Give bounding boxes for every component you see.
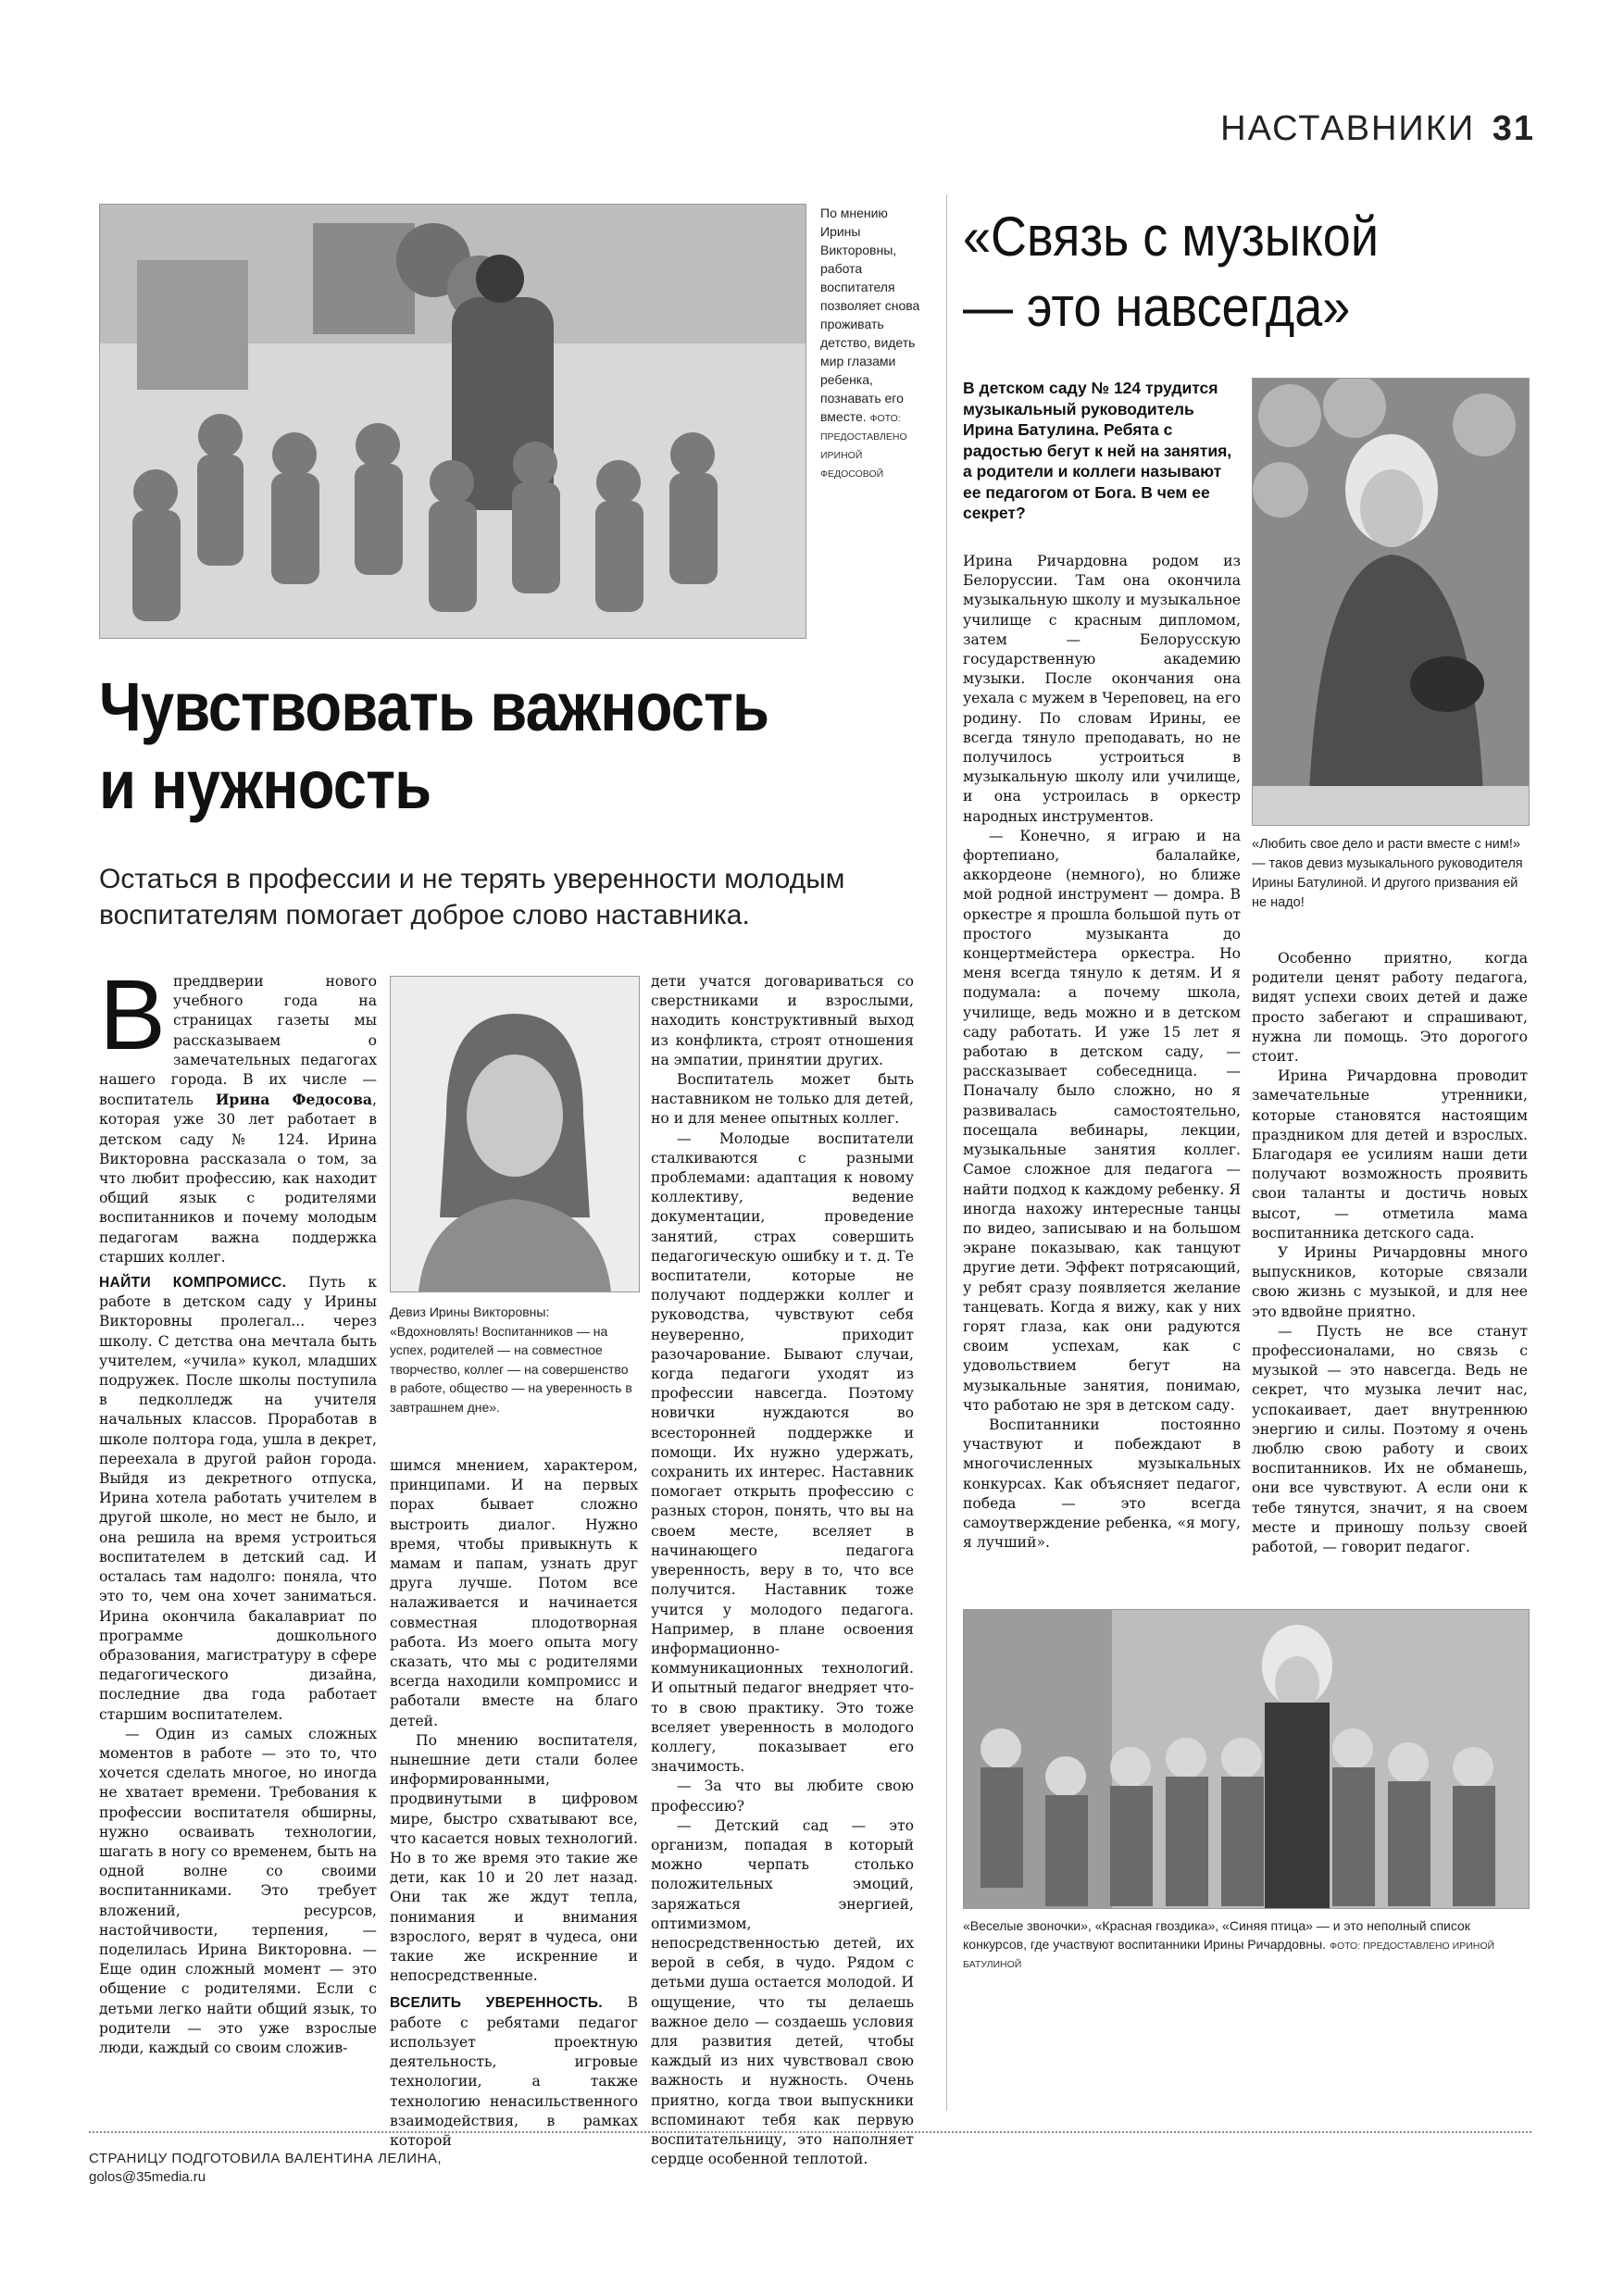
paragraph: — Конечно, я играю и на фортепиано, балалайке, аккордеоне (немного), но ближе мой родной инструмент — домра. В оркестре я прошла большой путь от простого музыканта до концертмейстера оркестра. Но меня всегда тянуло к детям. И я подумала: а почему школа, училище, ведь можно и в детском саду работать. И уже 15 лет я работаю в детском саду, — рассказывает собеседница. — Поначалу было сложно, но я развивалась самостоятельно, посещала вебинары, лекции, музыкальные занятия коллег. Самое сложное для педагога — найти подход к каждому ребенку. Я иногда нахожу интересные танцы по видео, записываю и на большом экране показываю, как танцуют другие дети. Эффект потрясающий, у ребят сразу появляется желание танцевать. Когда я вижу, как у них горят глаза, как они радуются своим успехам, как с удовольствием бегут на музыкальные занятия, понимаю, что работаю не зря в детском саду. <box>963 827 1241 1414</box>
paragraph: У Ирины Ричардовны много выпускников, которые связали свою жизнь с музыкой, и для нее это вдвойне приятно. <box>1252 1244 1528 1320</box>
left-col-2 <box>390 1456 638 2151</box>
paragraph: Ирина Ричардовна проводит замечательные утренники, которые становятся настоящим праздником для детей и взрослых. Благодаря ее усилиям наши дети получают возможность проявить свои таланты и достичь новых высот, — отметила мама воспитанника детского сада. <box>1252 1067 1528 1242</box>
paragraph: По мнению воспитателя, нынешние дети стали более информированными, продвинутыми в цифровом мире, быстро схватывают все, что касается новых технологий. Но в то же время это такие же дети, как 10 и 20 лет назад. Они так же ждут тепла, понимания и внимания взрослого, верят в чудеса, они такие же искренние и непосредственные. <box>390 1731 638 1985</box>
intro-text: преддверии нового учебного года на страницах газеты мы рассказываем о замечательных педагогах нашего города. В их числе — воспитатель <box>99 973 377 1109</box>
intro-name: Ирина Федосова <box>215 1091 373 1109</box>
music-teacher-caption: «Любить свое дело и расти вместе с ним!» — таков девиз музыкального руководителя Ирины Батулиной. И другого призвания ей не надо! <box>1252 837 1523 910</box>
classroom-photo <box>99 204 806 639</box>
title-line-2: и нужность <box>99 746 431 823</box>
paragraph: — За что вы любите свою профессию? <box>651 1778 914 1815</box>
intro-text-2: , которая уже 30 лет работает в детском саду № 124. Ирина Викторовна рассказала о том, за что любит профессию, как находит общий язык с родителями воспитанников и почему молодым педагогам важна поддержка старших коллег. <box>99 1092 377 1266</box>
page-number: 31 <box>1492 109 1535 148</box>
footer-rule <box>89 2131 1531 2133</box>
group-photo-caption <box>963 1916 1528 1972</box>
paragraph: Воспитатель может быть наставником не только для детей, но и для менее опытных коллег. <box>651 1071 914 1128</box>
section-header <box>1220 109 1535 149</box>
section-name: НАСТАВНИКИ <box>1220 109 1476 148</box>
portrait-photo <box>390 976 640 1292</box>
article-title <box>99 668 816 824</box>
music-teacher-photo <box>1252 378 1530 826</box>
paragraph: — Молодые воспитатели сталкиваются с разными проблемами: адаптация к новому коллективу, ведение документации, проведение занятий, страх совершить педагогическую ошибку и т. д. Те воспитатели, которые не получают поддержки коллег и руководства, чувствуют себя неуверенно, приходит разочарование. Бывают случаи, когда педагоги уходят из профессии навсегда. Поэтому новички нуждаются во всесторонней поддержке и помощи. Их нужно удержать, сохранить их интерес. Наставник помогает открыть профессию с разных сторон, понять, что вы на своем месте, вселяет в начинающего педагога уверенность, веру в то, что все получится. Наставник тоже учится у молодого педагога. Например, в плане освоения информационно-коммуникационных технологий. И опытный педагог внедряет что-то в свою практику. Это тоже вселяет уверенность в молодого коллегу, показывает его значимость. <box>651 1129 914 1776</box>
paragraph: дети учатся договариваться со сверстниками и взрослыми, находить конструктивный выход из конфликта, строят отношения на эмпатии, принятии других. <box>651 973 914 1068</box>
paragraph: — Пусть не все станут профессионалами, но связь с музыкой — это навсегда. Ведь не секрет, что музыка лечит нас, успокаивает, дает внутреннюю энергию и силы. Поэтому я очень люблю свою работу и своих воспитанников. Их не обманешь, они все чувствуют. А если они к тебе тянутся, значит, я на своем месте и приношу пользу своей работой, — говорит педагог. <box>1252 1322 1528 1556</box>
sec2-text: В работе с ребятами педагог использует проектную деятельность, игровые технологии, а также технологию ненасильственного взаимодействия, в рамках которой <box>390 1994 638 2149</box>
right-article-title: «Связь с музыкой — это навсегда» <box>963 206 1379 338</box>
left-col-1 <box>99 958 377 2058</box>
right-col-1 <box>963 552 1241 1553</box>
paragraph: — Детский сад — это организм, попадая в который можно черпать столько положительных эмоций, заряжаться энергией, оптимизмом, непосредственностью детей, их верой в себя, в чудо. Рядом с детьми душа остается молодой. И ощущение, что ты делаешь важное дело — создаешь условия для развития детей, чтобы каждый из них чувствовал свою важность и нужность. Очень приятно, когда твои выпускники вспоминают тебя как первую воспитательницу, это наполняет сердце особенной теплотой. <box>651 1816 914 2168</box>
classroom-photo-caption <box>820 204 924 481</box>
portrait-caption: Девиз Ирины Викторовны: «Вдохновлять! Воспитанников — на успех, родителей — на совместное творчество, коллег — на совершенство в работе, общество — на уверенность в завтрашнем дне». <box>390 1304 632 1415</box>
article-lead: Остаться в профессии и не терять уверенности молодым воспитателям помогает доброе слово наставника. <box>99 864 845 930</box>
column-divider <box>946 194 947 2111</box>
photo-credit: ФОТО: ПРЕДОСТАВЛЕНО ИРИНОЙ БАТУЛИНОЙ <box>963 1940 1495 1970</box>
caption-text: По мнению Ирины Викторовны, работа воспитателя позволяет снова проживать детство, видеть мир глазами ребенка, познавать его вместе. <box>820 206 920 424</box>
title-line-1: Чувствовать важность <box>99 668 769 745</box>
group-photo <box>963 1609 1530 1909</box>
dropcap: В <box>99 958 167 1070</box>
paragraph: Воспитанники постоянно участвуют и побеждают в многочисленных музыкальных конкурсах. Как объясняет педагог, победа — это всегда самоутверждение ребенка, «я могу, я лучший». <box>963 1416 1241 1552</box>
section-heading-compromise: НАЙТИ КОМПРОМИСС. <box>99 1275 287 1292</box>
paragraph: Особенно приятно, когда родители ценят работу педагога, видят успехи своих детей и даже просто забегают и спрашивают, нужна ли помощь. Это дорогого стоит. <box>1252 950 1528 1066</box>
right-article-lead: В детском саду № 124 трудится музыкальный руководитель Ирина Батулина. Ребята с радостью бегут к ней на занятия, а родители и коллеги называют ее педагогом от Бога. В чем ее секрет? <box>963 379 1232 522</box>
left-col-3 <box>651 972 914 2169</box>
paragraph: Ирина Ричардовна родом из Белоруссии. Там она окончила музыкальную школу и музыкальное училище с красным дипломом, затем — Белорусскую государственную академию музыки. После окончания она уехала с мужем в Череповец, на его родину. По словам Ирины, ее всегда тянуло преподавать, но не получилось устроиться в музыкальную школу или училище, и она устроилась в оркестр народных инструментов. <box>963 553 1241 825</box>
sec1-text: Путь к работе в детском саду у Ирины Викторовны пролегал... через школу. С детства она мечтала быть учителем, «учила» кукол, младших подружек. После школы поступила в педколледж на учителя начальных классов. Проработав в школе полтора года, ушла в декрет, переехала в другой район города. Выйдя из декретного отпуска, Ирина хотела работать учителем в другой школе, но мест не было, и она решила на время устроиться воспитателем в детский сад. И осталась там надолго: поняла, что это то, чем она хочет заниматься. Ирина окончила бакалавриат по программе дошкольного образования, магистратуру в сфере педагогического дизайна, последние два года работает старшим воспитателем. <box>99 1274 377 1723</box>
footer-email[interactable]: golos@35media.ru <box>89 2169 206 2185</box>
section-heading-confidence: ВСЕЛИТЬ УВЕРЕННОСТЬ. <box>390 1995 603 2012</box>
right-col-2 <box>1252 949 1528 1557</box>
paragraph: шимся мнением, характером, принципами. И на первых порах бывает сложно выстроить диалог. Нужно время, чтобы привыкнуть к мамам и папам, узнать друг друга лучше. Потом все налаживается и начинается совместная плодотворная работа. Из моего опыта могу сказать, что мы с родителями всегда находили компромисс и работали вместе на благо детей. <box>390 1457 638 1729</box>
caption-text: «Веселые звоночки», «Красная гвоздика», «Синяя птица» — и это неполный список конкурсов, где участвуют воспитанники Ирины Ричардовны. <box>963 1918 1470 1952</box>
paragraph: — Один из самых сложных моментов в работе — это то, что хочется сделать многое, но иногда не хватает времени. Требования к профессии воспитателя обширны, нужно осваивать технологии, шагать в ногу со временем, быть на одной волне со своими воспитанниками. Это требует вложений, ресурсов, настойчивости, терпения, — поделилась Ирина Викторовна. — Еще один сложный момент — это общение с родителями. Если с детьми легко найти общий язык, то родители — это уже взрослые люди, каждый со своим сложив- <box>99 1725 377 2056</box>
photo-credit: ФОТО: ПРЕДОСТАВЛЕНО ИРИНОЙ ФЕДОСОВОЙ <box>820 413 907 480</box>
footer-line-1: СТРАНИЦУ ПОДГОТОВИЛА ВАЛЕНТИНА ЛЕЛИНА, <box>89 2151 443 2166</box>
footer-credit <box>89 2150 442 2187</box>
